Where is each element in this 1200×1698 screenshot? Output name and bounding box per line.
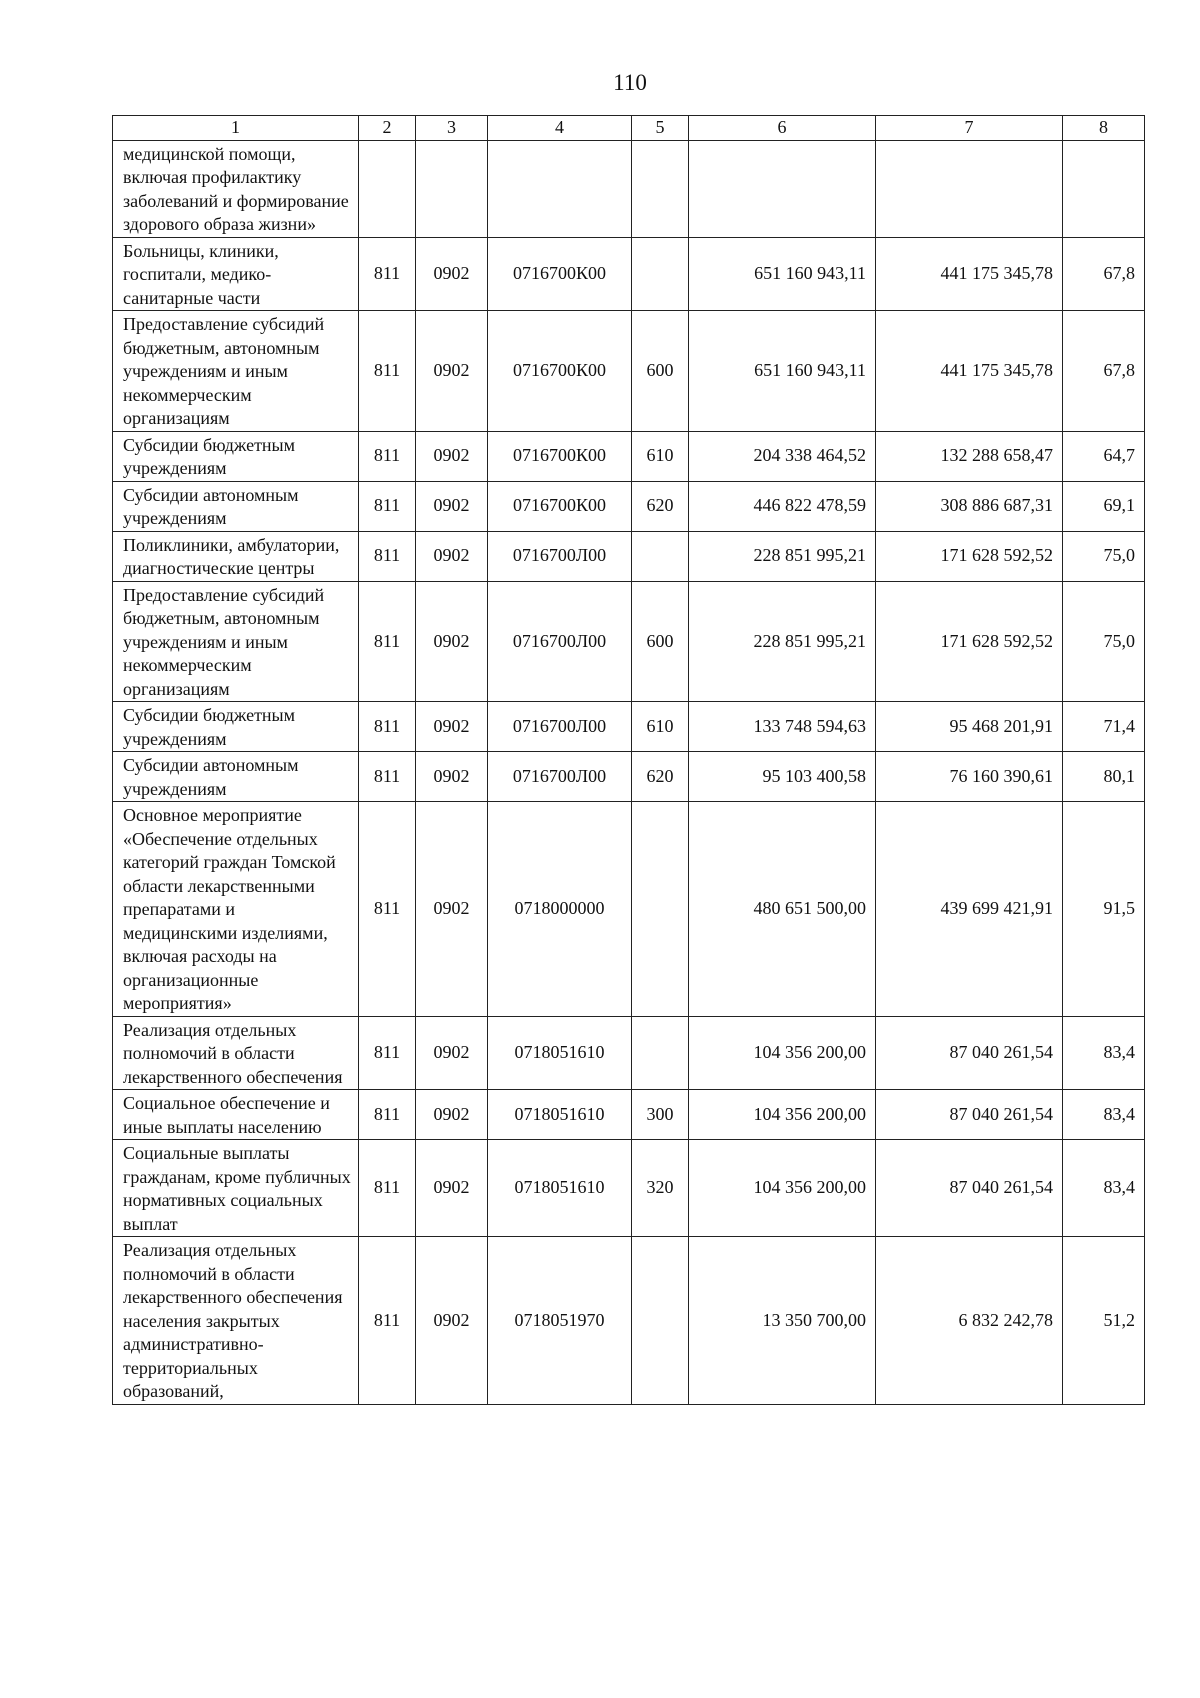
- row-target-cell: 0716700Л00: [488, 531, 632, 581]
- row-name-cell: Основное мероприятие «Обеспечение отдельных категорий граждан Томской области лекарственными препаратами и медицинскими изделиями, включая расходы на организационные мероприятия»: [113, 802, 359, 1017]
- row-percent-cell: 83,4: [1063, 1140, 1145, 1237]
- row-target-cell: 0716700Л00: [488, 702, 632, 752]
- row-code-cell: 811: [359, 802, 416, 1017]
- table-row: [113, 140, 1145, 237]
- column-header: 1: [113, 116, 359, 141]
- row-type-cell: [632, 1237, 689, 1405]
- table-row: [113, 1090, 1145, 1140]
- row-type-cell: 320: [632, 1140, 689, 1237]
- row-actual-cell: 6 832 242,78: [876, 1237, 1063, 1405]
- row-section-cell: 0902: [416, 802, 488, 1017]
- table-row: [113, 752, 1145, 802]
- table-row: [113, 481, 1145, 531]
- row-name-cell: Субсидии бюджетным учреждениям: [113, 431, 359, 481]
- table-row: [113, 237, 1145, 311]
- row-percent-cell: 80,1: [1063, 752, 1145, 802]
- row-target-cell: 0718051610: [488, 1016, 632, 1090]
- row-actual-cell: 76 160 390,61: [876, 752, 1063, 802]
- row-type-cell: 600: [632, 311, 689, 432]
- row-planned-cell: 104 356 200,00: [689, 1140, 876, 1237]
- row-planned-cell: 95 103 400,58: [689, 752, 876, 802]
- row-percent-cell: 64,7: [1063, 431, 1145, 481]
- row-target-cell: 0718051970: [488, 1237, 632, 1405]
- row-code-cell: 811: [359, 311, 416, 432]
- row-actual-cell: 95 468 201,91: [876, 702, 1063, 752]
- row-section-cell: 0902: [416, 702, 488, 752]
- row-name-cell: Субсидии бюджетным учреждениям: [113, 702, 359, 752]
- row-code-cell: 811: [359, 1016, 416, 1090]
- row-target-cell: 0716700К00: [488, 237, 632, 311]
- page-number: 110: [613, 70, 647, 95]
- row-section-cell: 0902: [416, 1016, 488, 1090]
- row-percent-cell: 75,0: [1063, 531, 1145, 581]
- table-row: [113, 431, 1145, 481]
- row-type-cell: [632, 531, 689, 581]
- row-code-cell: 811: [359, 581, 416, 702]
- row-code-cell: 811: [359, 1090, 416, 1140]
- row-code-cell: 811: [359, 702, 416, 752]
- row-type-cell: 300: [632, 1090, 689, 1140]
- row-planned-cell: 104 356 200,00: [689, 1016, 876, 1090]
- table-row: [113, 702, 1145, 752]
- row-section-cell: 0902: [416, 1237, 488, 1405]
- row-percent-cell: 91,5: [1063, 802, 1145, 1017]
- table-row: [113, 531, 1145, 581]
- row-code-cell: 811: [359, 531, 416, 581]
- row-type-cell: 620: [632, 752, 689, 802]
- column-header: 4: [488, 116, 632, 141]
- row-planned-cell: 651 160 943,11: [689, 237, 876, 311]
- row-name-cell: Предоставление субсидий бюджетным, автономным учреждениям и иным некоммерческим организациям: [113, 581, 359, 702]
- row-planned-cell: 204 338 464,52: [689, 431, 876, 481]
- table-body: [113, 140, 1145, 1404]
- row-target-cell: 0716700Л00: [488, 752, 632, 802]
- row-type-cell: [632, 802, 689, 1017]
- row-percent-cell: 67,8: [1063, 311, 1145, 432]
- row-section-cell: 0902: [416, 1140, 488, 1237]
- row-target-cell: 0716700Л00: [488, 581, 632, 702]
- column-header: 5: [632, 116, 689, 141]
- row-code-cell: 811: [359, 752, 416, 802]
- row-target-cell: [488, 140, 632, 237]
- row-section-cell: 0902: [416, 481, 488, 531]
- row-actual-cell: 439 699 421,91: [876, 802, 1063, 1017]
- row-actual-cell: 132 288 658,47: [876, 431, 1063, 481]
- row-type-cell: 620: [632, 481, 689, 531]
- row-planned-cell: 104 356 200,00: [689, 1090, 876, 1140]
- header-row: [113, 116, 1145, 141]
- column-header: 6: [689, 116, 876, 141]
- budget-table: [112, 115, 1145, 1405]
- row-code-cell: 811: [359, 1140, 416, 1237]
- row-type-cell: 610: [632, 702, 689, 752]
- row-percent-cell: 75,0: [1063, 581, 1145, 702]
- row-percent-cell: 83,4: [1063, 1090, 1145, 1140]
- row-planned-cell: 228 851 995,21: [689, 531, 876, 581]
- column-header: 2: [359, 116, 416, 141]
- row-planned-cell: 133 748 594,63: [689, 702, 876, 752]
- row-name-cell: Поликлиники, амбулатории, диагностические центры: [113, 531, 359, 581]
- row-code-cell: 811: [359, 1237, 416, 1405]
- row-actual-cell: 308 886 687,31: [876, 481, 1063, 531]
- row-actual-cell: [876, 140, 1063, 237]
- row-name-cell: Субсидии автономным учреждениям: [113, 481, 359, 531]
- row-percent-cell: 69,1: [1063, 481, 1145, 531]
- row-name-cell: Больницы, клиники, госпитали, медико-санитарные части: [113, 237, 359, 311]
- row-percent-cell: 51,2: [1063, 1237, 1145, 1405]
- row-code-cell: 811: [359, 481, 416, 531]
- row-planned-cell: [689, 140, 876, 237]
- row-target-cell: 0716700К00: [488, 481, 632, 531]
- row-target-cell: 0716700К00: [488, 431, 632, 481]
- row-section-cell: 0902: [416, 581, 488, 702]
- row-type-cell: 610: [632, 431, 689, 481]
- row-section-cell: 0902: [416, 311, 488, 432]
- row-name-cell: Социальные выплаты гражданам, кроме публичных нормативных социальных выплат: [113, 1140, 359, 1237]
- table-row: [113, 1140, 1145, 1237]
- table-row: [113, 1016, 1145, 1090]
- row-percent-cell: 71,4: [1063, 702, 1145, 752]
- column-header: 8: [1063, 116, 1145, 141]
- row-target-cell: 0718000000: [488, 802, 632, 1017]
- column-header: 3: [416, 116, 488, 141]
- row-type-cell: [632, 140, 689, 237]
- row-percent-cell: 83,4: [1063, 1016, 1145, 1090]
- row-planned-cell: 480 651 500,00: [689, 802, 876, 1017]
- row-name-cell: Социальное обеспечение и иные выплаты населению: [113, 1090, 359, 1140]
- row-percent-cell: 67,8: [1063, 237, 1145, 311]
- row-name-cell: Реализация отдельных полномочий в области лекарственного обеспечения: [113, 1016, 359, 1090]
- row-name-cell: Субсидии автономным учреждениям: [113, 752, 359, 802]
- row-type-cell: 600: [632, 581, 689, 702]
- row-actual-cell: 171 628 592,52: [876, 581, 1063, 702]
- row-name-cell: медицинской помощи, включая профилактику заболеваний и формирование здорового образа жизни»: [113, 140, 359, 237]
- row-planned-cell: 228 851 995,21: [689, 581, 876, 702]
- row-name-cell: Предоставление субсидий бюджетным, автономным учреждениям и иным некоммерческим организациям: [113, 311, 359, 432]
- table-row: [113, 802, 1145, 1017]
- row-target-cell: 0718051610: [488, 1090, 632, 1140]
- row-type-cell: [632, 237, 689, 311]
- row-planned-cell: 446 822 478,59: [689, 481, 876, 531]
- row-section-cell: 0902: [416, 752, 488, 802]
- row-actual-cell: 441 175 345,78: [876, 311, 1063, 432]
- row-section-cell: 0902: [416, 1090, 488, 1140]
- row-section-cell: [416, 140, 488, 237]
- row-section-cell: 0902: [416, 237, 488, 311]
- row-target-cell: 0718051610: [488, 1140, 632, 1237]
- row-target-cell: 0716700К00: [488, 311, 632, 432]
- table-row: [113, 311, 1145, 432]
- row-code-cell: [359, 140, 416, 237]
- table-row: [113, 1237, 1145, 1405]
- row-percent-cell: [1063, 140, 1145, 237]
- column-header: 7: [876, 116, 1063, 141]
- row-actual-cell: 87 040 261,54: [876, 1090, 1063, 1140]
- table-row: [113, 581, 1145, 702]
- row-type-cell: [632, 1016, 689, 1090]
- row-name-cell: Реализация отдельных полномочий в области лекарственного обеспечения населения закрытых административно-территориальных образований,: [113, 1237, 359, 1405]
- row-actual-cell: 87 040 261,54: [876, 1016, 1063, 1090]
- row-code-cell: 811: [359, 431, 416, 481]
- row-section-cell: 0902: [416, 431, 488, 481]
- row-actual-cell: 441 175 345,78: [876, 237, 1063, 311]
- row-actual-cell: 87 040 261,54: [876, 1140, 1063, 1237]
- row-section-cell: 0902: [416, 531, 488, 581]
- row-planned-cell: 13 350 700,00: [689, 1237, 876, 1405]
- row-code-cell: 811: [359, 237, 416, 311]
- row-planned-cell: 651 160 943,11: [689, 311, 876, 432]
- row-actual-cell: 171 628 592,52: [876, 531, 1063, 581]
